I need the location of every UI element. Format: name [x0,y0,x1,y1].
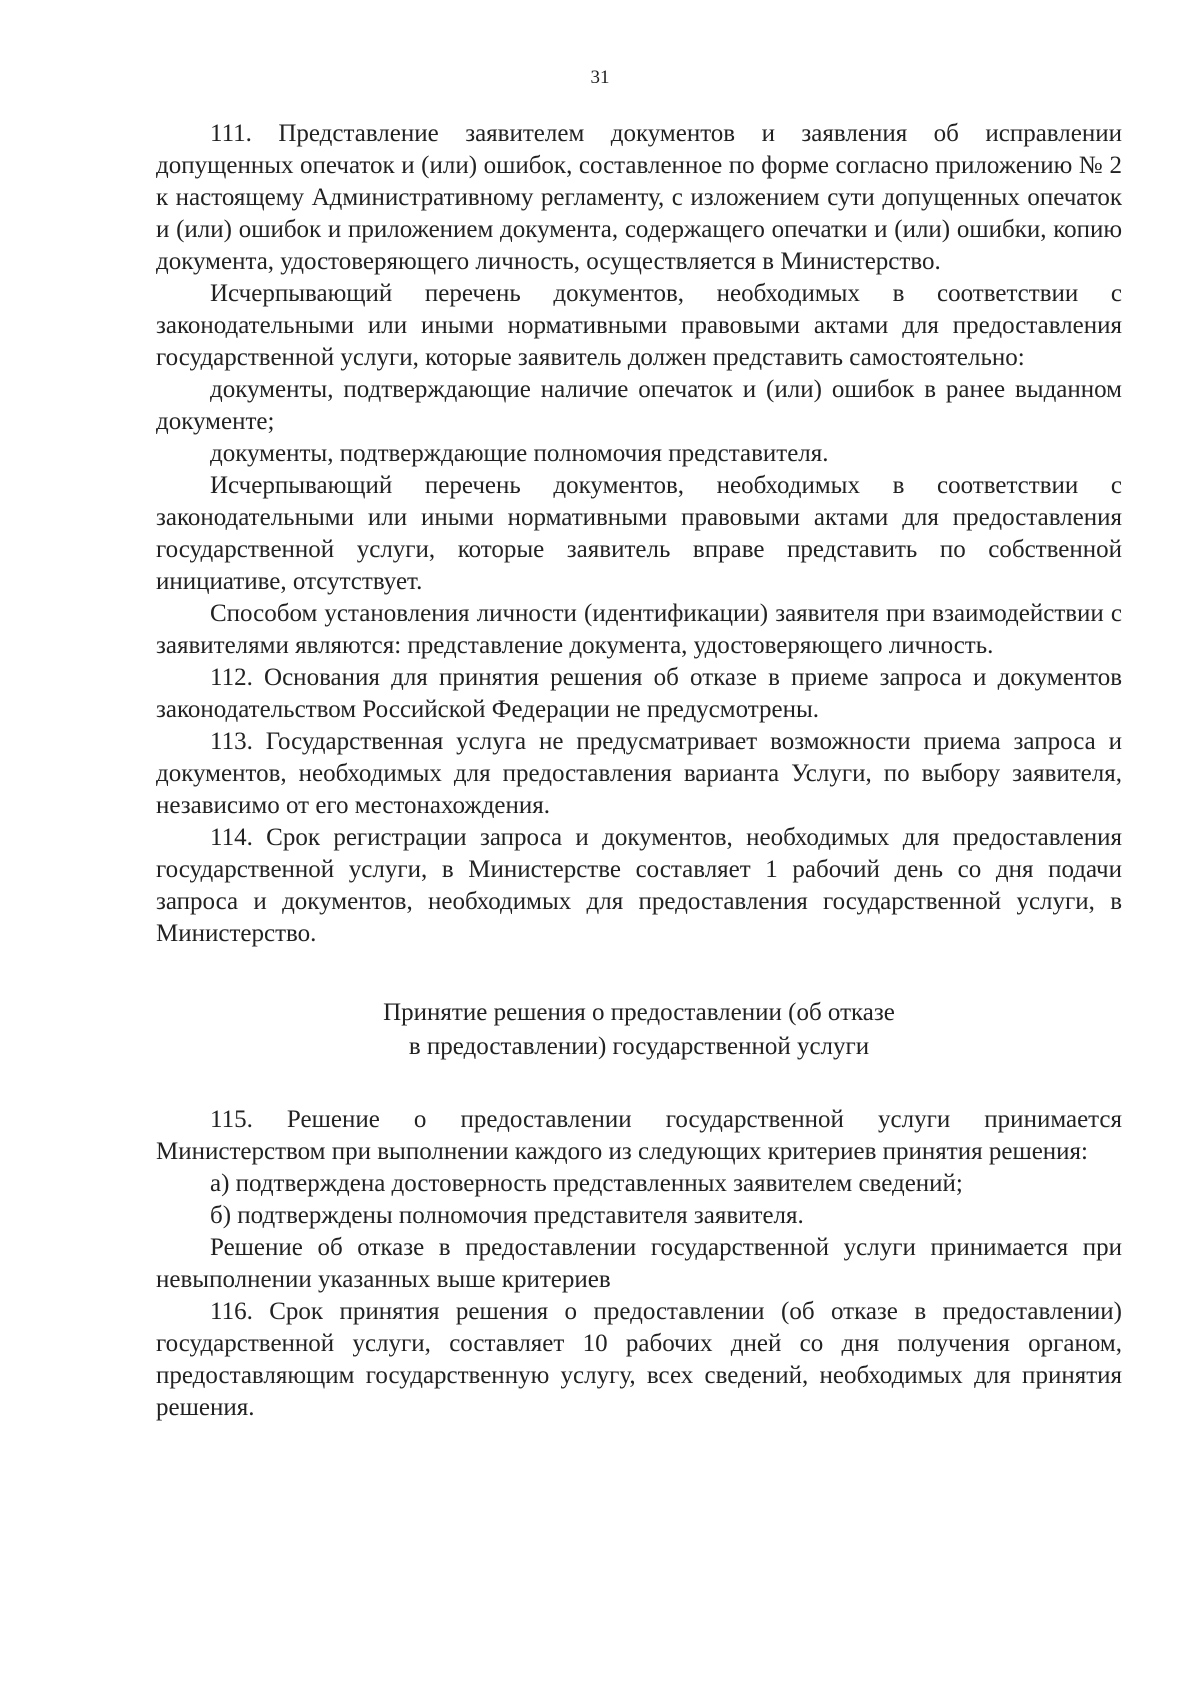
document-body [156,118,1122,1424]
paragraph-criterion-a: а) подтверждена достоверность представленных заявителем сведений; [210,1170,963,1197]
section-heading [156,996,1122,1064]
paragraph-criterion-b: б) подтверждены полномочия представителя заявителя. [210,1202,804,1229]
paragraph-refusal: Решение об отказе в предоставлении государственной услуги принимается при невыполнении указанных выше критериев [156,1234,1122,1293]
paragraph-docs-authority: документы, подтверждающие полномочия представителя. [210,440,829,467]
paragraph-115: 115. Решение о предоставлении государственной услуги принимается Министерством при выполнении каждого из следующих критериев принятия решения: [156,1106,1122,1165]
paragraph-113: 113. Государственная услуга не предусматривает возможности приема запроса и документов, необходимых для предоставления варианта Услуги, по выбору заявителя, независимо от его местонахождения. [156,728,1122,819]
paragraph-112: 112. Основания для принятия решения об отказе в приеме запроса и документов законодательством Российской Федерации не предусмотрены. [156,664,1122,723]
paragraph-optional-docs: Исчерпывающий перечень документов, необходимых в соответствии с законодательными или иными нормативными правовыми актами для предоставления государственной услуги, которые заявитель вправе представить по собственной инициативе, отсутствует. [156,472,1122,595]
paragraph-identification: Способом установления личности (идентификации) заявителя при взаимодействии с заявителями являются: представление документа, удостоверяющего личность. [156,600,1122,659]
section-heading-line2: в предоставлении) государственной услуги [408,1033,870,1060]
paragraph-114: 114. Срок регистрации запроса и документов, необходимых для предоставления государственной услуги, в Министерстве составляет 1 рабочий день со дня подачи запроса и документов, необходимых для предоставления государственной услуги, в Министерство. [156,824,1122,947]
section-heading-line1: Принятие решения о предоставлении (об отказе [383,999,895,1026]
paragraph-docs-errors: документы, подтверждающие наличие опечаток и (или) ошибок в ранее выданном документе; [156,376,1122,435]
paragraph-111: 111. Представление заявителем документов и заявления об исправлении допущенных опечаток и (или) ошибок, составленное по форме согласно приложению № 2 к настоящему Административному регламенту, с изложением сути допущенных опечаток и (или) ошибок и приложением документа, содержащего опечатки и (или) ошибки, копию документа, удостоверяющего личность, осуществляется в Министерство. [156,120,1122,275]
paragraph-116: 116. Срок принятия решения о предоставлении (об отказе в предоставлении) государственной услуги, составляет 10 рабочих дней со дня получения органом, предоставляющим государственную услугу, всех сведений, необходимых для принятия решения. [156,1298,1122,1421]
paragraph-required-docs-intro: Исчерпывающий перечень документов, необходимых в соответствии с законодательными или иными нормативными правовыми актами для предоставления государственной услуги, которые заявитель должен представить самостоятельно: [156,280,1122,371]
page-number: 31 [590,67,610,88]
